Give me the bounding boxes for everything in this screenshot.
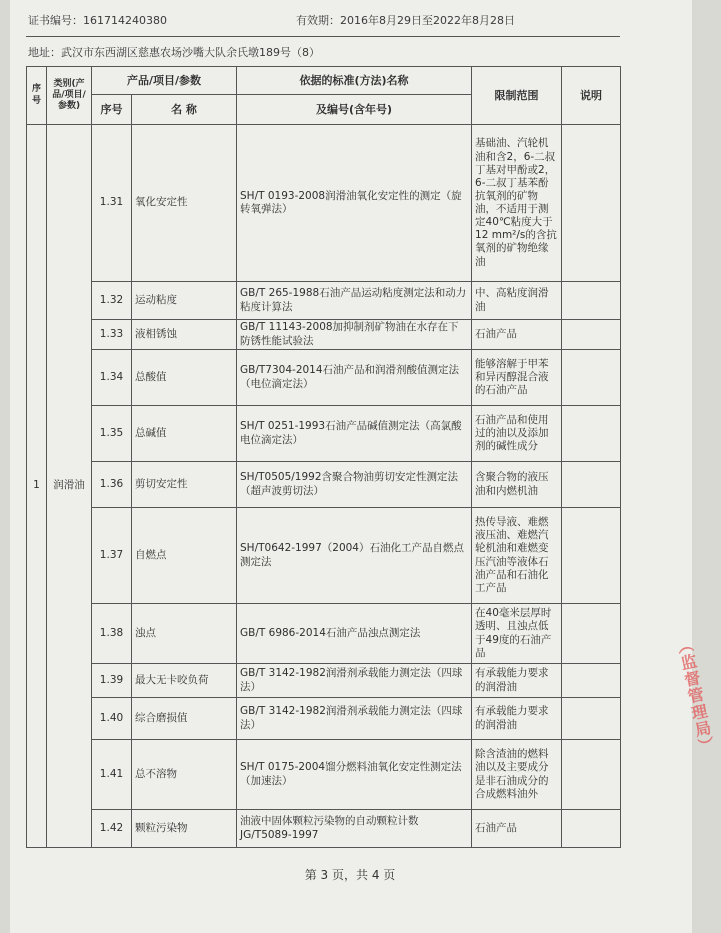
table-row: [27, 698, 621, 740]
qualification-table: [26, 66, 621, 848]
row-number: 1.41: [92, 740, 132, 810]
table-row: [27, 125, 621, 282]
group-category: 润滑油: [47, 125, 92, 848]
row-note: [562, 604, 621, 664]
row-name: 综合磨损值: [132, 698, 237, 740]
col-header-limit: 限制范围: [472, 67, 562, 125]
row-limit: 基础油、汽轮机油和含2，6-二叔丁基对甲酚或2，6-二叔丁基苯酚抗氧剂的矿物油，不适用于测定40℃粘度大于12 mm²/s的含抗氧剂的矿物绝缘油: [472, 125, 562, 282]
row-number: 1.32: [92, 282, 132, 320]
row-number: 1.35: [92, 406, 132, 462]
row-note: [562, 125, 621, 282]
table-row: [27, 664, 621, 698]
row-limit: 有承载能力要求的润滑油: [472, 698, 562, 740]
row-limit: 有承载能力要求的润滑油: [472, 664, 562, 698]
table-row: [27, 740, 621, 810]
col-header-note: 说明: [562, 67, 621, 125]
row-number: 1.39: [92, 664, 132, 698]
row-limit: 含聚合物的液压油和内燃机油: [472, 462, 562, 508]
row-name: 总碱值: [132, 406, 237, 462]
row-number: 1.42: [92, 810, 132, 848]
row-standard: GB/T 265-1988石油产品运动粘度测定法和动力粘度计算法: [237, 282, 472, 320]
row-limit: 能够溶解于甲苯和异丙醇混合液的石油产品: [472, 350, 562, 406]
col-header-standard: 依据的标准(方法)名称: [237, 67, 472, 95]
row-standard: SH/T0505/1992含聚合物油剪切安定性测定法（超声波剪切法）: [237, 462, 472, 508]
table-row: [27, 320, 621, 350]
table-row: [27, 810, 621, 848]
row-standard: SH/T0642-1997（2004）石油化工产品自燃点测定法: [237, 508, 472, 604]
row-standard: GB/T 3142-1982润滑剂承载能力测定法（四球法）: [237, 664, 472, 698]
certificate-number: [28, 12, 167, 28]
row-note: [562, 664, 621, 698]
row-number: 1.40: [92, 698, 132, 740]
row-note: [562, 462, 621, 508]
row-name: 总酸值: [132, 350, 237, 406]
seal-text: （监督管理局）: [673, 635, 717, 756]
row-note: [562, 508, 621, 604]
row-standard: GB/T 6986-2014石油产品浊点测定法: [237, 604, 472, 664]
col-header-seq: 序号: [27, 67, 47, 125]
row-name: 自燃点: [132, 508, 237, 604]
row-limit: 石油产品: [472, 320, 562, 350]
certificate-label: 证书编号：: [28, 14, 83, 27]
row-number: 1.37: [92, 508, 132, 604]
validity-value: 2016年8月29日至2022年8月28日: [340, 14, 515, 27]
table-row: [27, 406, 621, 462]
table-row: [27, 350, 621, 406]
row-note: [562, 406, 621, 462]
row-number: 1.34: [92, 350, 132, 406]
validity-period: [296, 12, 515, 28]
row-limit: 石油产品: [472, 810, 562, 848]
row-standard: GB/T7304-2014石油产品和润滑剂酸值测定法（电位滴定法）: [237, 350, 472, 406]
row-limit: 热传导液、难燃液压油、难燃汽轮机油和难燃变压汽油等液体石油产品和石油化工产品: [472, 508, 562, 604]
row-name: 总不溶物: [132, 740, 237, 810]
row-number: 1.36: [92, 462, 132, 508]
row-note: [562, 282, 621, 320]
group-seq: 1: [27, 125, 47, 848]
col-header-product: 产品/项目/参数: [92, 67, 237, 95]
row-standard: SH/T 0251-1993石油产品碱值测定法（高氯酸电位滴定法）: [237, 406, 472, 462]
row-limit: 除含渣油的燃料油以及主要成分是非石油成分的合成燃料油外: [472, 740, 562, 810]
header-rule: [26, 36, 620, 37]
row-limit: 石油产品和使用过的油以及添加剂的碱性成分: [472, 406, 562, 462]
col-header-sub-seq: 序号: [92, 95, 132, 125]
row-name: 颗粒污染物: [132, 810, 237, 848]
address-label: 地址：: [28, 46, 61, 59]
row-note: [562, 698, 621, 740]
row-number: 1.38: [92, 604, 132, 664]
col-header-standard-sub: 及编号(含年号): [237, 95, 472, 125]
table-row: [27, 282, 621, 320]
row-standard: SH/T 0175-2004馏分燃料油氧化安定性测定法（加速法）: [237, 740, 472, 810]
row-note: [562, 740, 621, 810]
table-row: [27, 508, 621, 604]
row-note: [562, 350, 621, 406]
row-note: [562, 810, 621, 848]
certificate-value: 161714240380: [83, 14, 167, 27]
row-standard: GB/T 11143-2008加抑制剂矿物油在水存在下防锈性能试验法: [237, 320, 472, 350]
table-row: [27, 462, 621, 508]
address: [28, 44, 320, 60]
row-standard: SH/T 0193-2008润滑油氧化安定性的测定（旋转氧弹法）: [237, 125, 472, 282]
row-number: 1.31: [92, 125, 132, 282]
row-name: 液相锈蚀: [132, 320, 237, 350]
row-name: 氧化安定性: [132, 125, 237, 282]
col-header-category: 类别(产品/项目/参数): [47, 67, 92, 125]
page-footer: 第 3 页，共 4 页: [304, 868, 396, 882]
row-name: 剪切安定性: [132, 462, 237, 508]
row-note: [562, 320, 621, 350]
row-name: 浊点: [132, 604, 237, 664]
row-limit: 在40毫米层厚时透明、且浊点低于49度的石油产品: [472, 604, 562, 664]
address-value: 武汉市东西湖区慈惠农场沙嘴大队余氏墩189号（8）: [61, 46, 320, 59]
row-limit: 中、高粘度润滑油: [472, 282, 562, 320]
row-standard: 油液中固体颗粒污染物的自动颗粒计数 JG/T5089-1997: [237, 810, 472, 848]
row-name: 运动粘度: [132, 282, 237, 320]
table-row: [27, 604, 621, 664]
validity-label: 有效期：: [296, 14, 340, 27]
row-name: 最大无卡咬负荷: [132, 664, 237, 698]
col-header-name: 名 称: [132, 95, 237, 125]
row-standard: GB/T 3142-1982润滑剂承载能力测定法（四球法）: [237, 698, 472, 740]
row-number: 1.33: [92, 320, 132, 350]
